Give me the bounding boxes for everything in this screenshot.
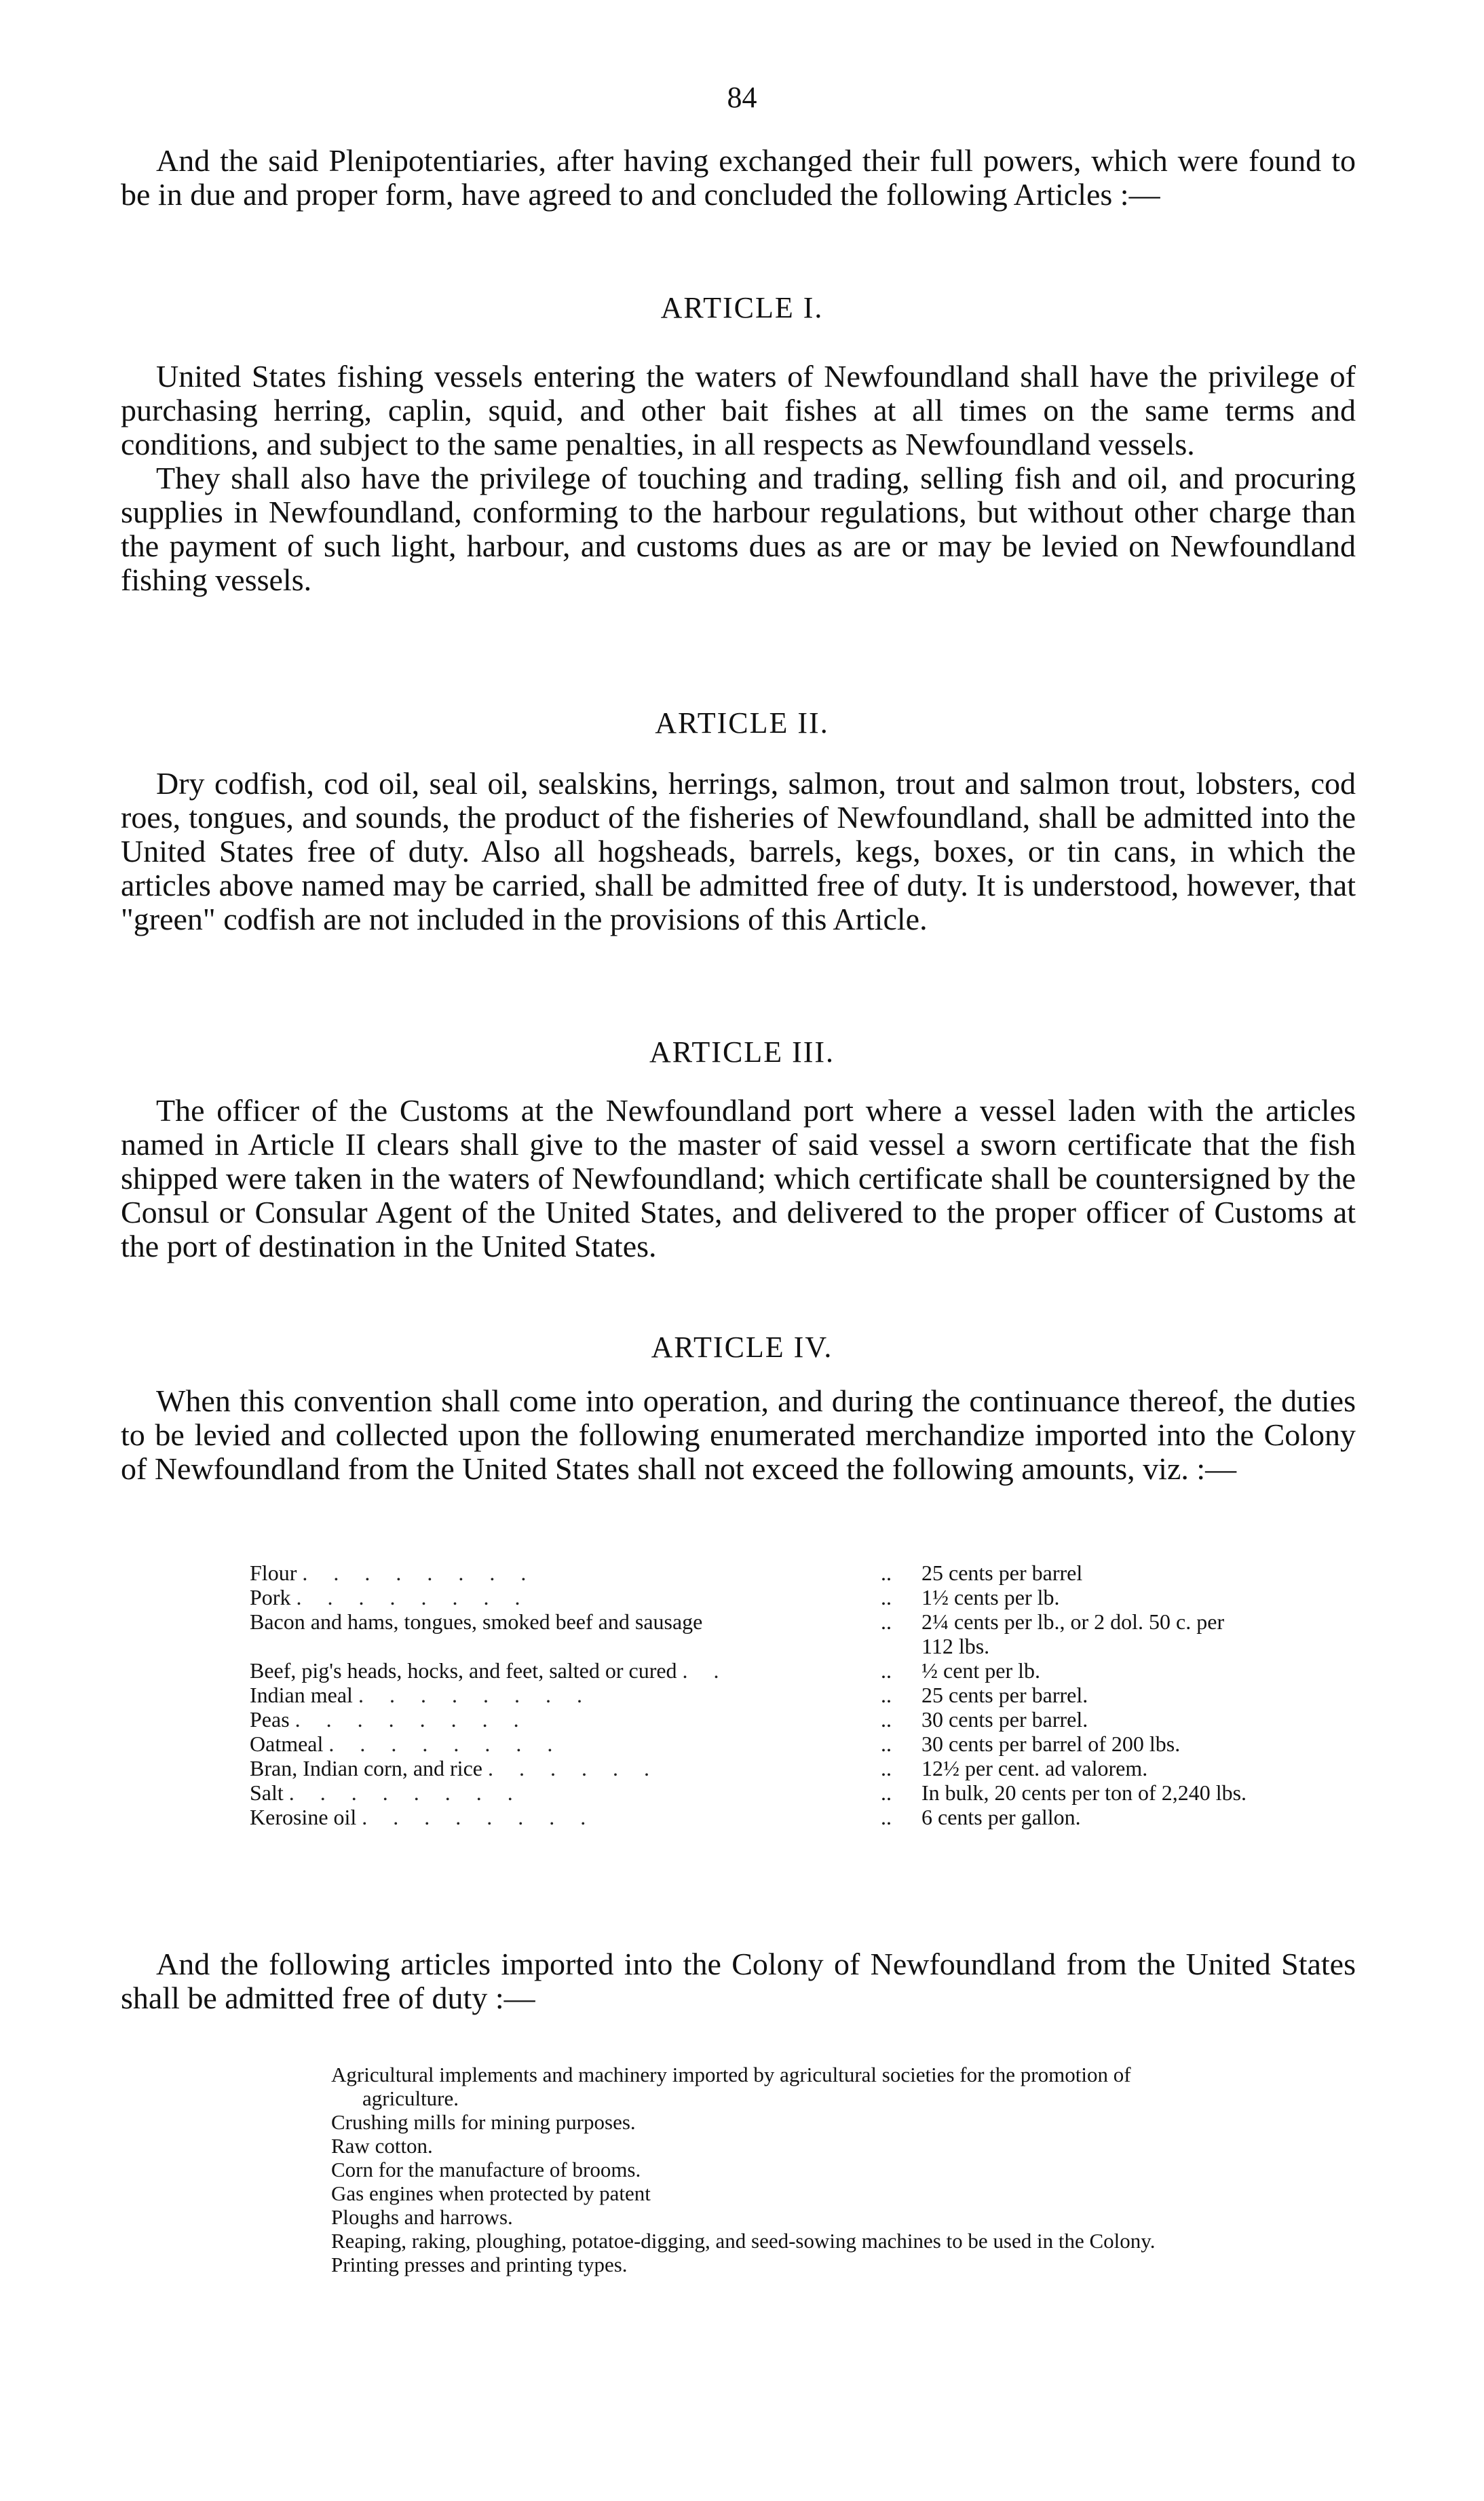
duty-rate: 30 cents per barrel of 200 lbs. <box>921 1732 1181 1756</box>
article-2-paragraph-1: Dry codfish, cod oil, seal oil, sealskins, herrings, salmon, trout and salmon trout, lobsters, cod roes, tongues, and sounds, the product of the fisheries of Newfoundland, shall be admitted into the United States free of duty. Also all hogsheads, barrels, kegs, boxes, or tin cans, in which the articles above named may be carried, shall be admitted free of duty. It is understood, however, that "green" codfish are not included in the provisions of this Article. <box>121 766 1356 936</box>
duty-rate: 25 cents per barrel. <box>921 1683 1088 1707</box>
list-item: Ploughs and harrows. <box>331 2205 513 2229</box>
article-2-heading: ARTICLE II. <box>655 706 829 740</box>
duty-item: Pork ........ <box>250 1585 546 1609</box>
free-intro-paragraph <box>121 1947 1356 2015</box>
article-1-body <box>121 360 1356 597</box>
dot-leader: .. <box>881 1683 892 1707</box>
duty-item: Flour ........ <box>250 1561 552 1585</box>
dot-leader: .. <box>881 1732 892 1756</box>
duty-item: Salt ........ <box>250 1780 539 1805</box>
free-intro-text: And the following articles imported into the Colony of Newfoundland from the United States shall be admitted free of duty :— <box>121 1947 1356 2015</box>
article-3-paragraph-1: The officer of the Customs at the Newfoundland port where a vessel laden with the articles named in Article II clears shall give to the master of said vessel a sworn certificate that the fish shipped were taken in the waters of Newfoundland; which certificate shall be countersigned by the Consul or Consular Agent of the United States, and delivered to the proper officer of Customs at the port of destination in the United States. <box>121 1093 1356 1263</box>
table-row <box>250 1561 1247 1585</box>
free-articles-list <box>331 2063 1186 2276</box>
duty-rate-text: 12½ per cent. ad valorem. <box>921 1756 1148 1780</box>
intro-paragraph <box>121 144 1356 212</box>
duty-item: Kerosine oil ........ <box>250 1805 612 1829</box>
duty-schedule-table <box>250 1561 1247 1829</box>
dot-leader: .. <box>881 1780 892 1805</box>
list-item: Agricultural implements and machinery imported by agricultural societies for the promotion of agriculture. <box>331 2063 1131 2110</box>
dot-leader: .. <box>881 1561 892 1585</box>
article-4-body <box>121 1384 1356 1486</box>
dot-leader: .. <box>881 1609 892 1634</box>
article-1-paragraph-1: United States fishing vessels entering the waters of Newfoundland shall have the privilege of purchasing herring, caplin, squid, and other bait fishes at all times on the same terms and conditions, and subject to the same penalties, in all respects as Newfoundland vessels. <box>121 359 1356 461</box>
dot-leader: .. <box>881 1756 892 1780</box>
duty-rate: 30 cents per barrel. <box>921 1707 1088 1732</box>
duty-item: Indian meal ........ <box>250 1683 608 1707</box>
duty-item: Bran, Indian corn, and rice ...... <box>250 1756 675 1780</box>
duty-item: Peas ........ <box>250 1707 545 1732</box>
duty-rate: In bulk, 20 cents per ton of 2,240 lbs. <box>921 1780 1247 1805</box>
article-2-body <box>121 767 1356 936</box>
duty-rate <box>921 1756 1247 1780</box>
duty-item: Bacon and hams, tongues, smoked beef and sausage <box>250 1609 703 1634</box>
intro-text: And the said Plenipotentiaries, after having exchanged their full powers, which were found to be in due and proper form, have agreed to and concluded the following Articles :— <box>121 143 1356 212</box>
duty-rate: 2¼ cents per lb., or 2 dol. 50 c. per 112 lbs. <box>921 1609 1225 1658</box>
table-row <box>250 1683 1247 1707</box>
list-item: Corn for the manufacture of brooms. <box>331 2158 641 2181</box>
article-1-heading: ARTICLE I. <box>660 291 824 324</box>
duty-item: Oatmeal ........ <box>250 1732 579 1756</box>
list-item: Raw cotton. <box>331 2134 433 2158</box>
table-row <box>250 1609 1247 1658</box>
list-item: Printing presses and printing types. <box>331 2253 628 2276</box>
table-row <box>250 1805 1247 1829</box>
table-row <box>250 1780 1247 1805</box>
dot-leader: .. <box>881 1707 892 1732</box>
table-row <box>250 1585 1247 1609</box>
list-item: Gas engines when protected by patent <box>331 2181 651 2205</box>
dot-leader: .. <box>881 1585 892 1609</box>
table-row <box>250 1658 1247 1683</box>
duty-rate: 1½ cents per lb. <box>921 1585 1060 1609</box>
page-number: 84 <box>727 81 757 114</box>
dot-leader: .. <box>881 1658 892 1683</box>
article-1-paragraph-2: They shall also have the privilege of touching and trading, selling fish and oil, and procuring supplies in Newfoundland, conforming to the harbour regulations, but without other charge than the payment of such light, harbour, and customs dues as are or may be levied on Newfoundland fishing vessels. <box>121 461 1356 597</box>
article-3-heading: ARTICLE III. <box>649 1035 835 1069</box>
article-4-paragraph-1: When this convention shall come into operation, and during the continuance thereof, the duties to be levied and collected upon the following enumerated merchandize imported into the Colony of Newfoundland from the United States shall not exceed the following amounts, viz. :— <box>121 1383 1356 1486</box>
table-row <box>250 1732 1247 1756</box>
table-row <box>250 1756 1247 1780</box>
article-3-body <box>121 1094 1356 1263</box>
duty-rate: ½ cent per lb. <box>921 1658 1041 1683</box>
list-item: Crushing mills for mining purposes. <box>331 2110 636 2134</box>
article-4-heading: ARTICLE IV. <box>651 1331 833 1364</box>
list-item: Reaping, raking, ploughing, potatoe-digging, and seed-sowing machines to be used in the Colony. <box>331 2229 1156 2253</box>
dot-leader: .. <box>881 1805 892 1829</box>
duty-item: Beef, pig's heads, hocks, and feet, salted or cured .. <box>250 1658 745 1683</box>
duty-rate: 6 cents per gallon. <box>921 1805 1081 1829</box>
table-row <box>250 1707 1247 1732</box>
duty-rate: 25 cents per barrel <box>921 1561 1083 1585</box>
